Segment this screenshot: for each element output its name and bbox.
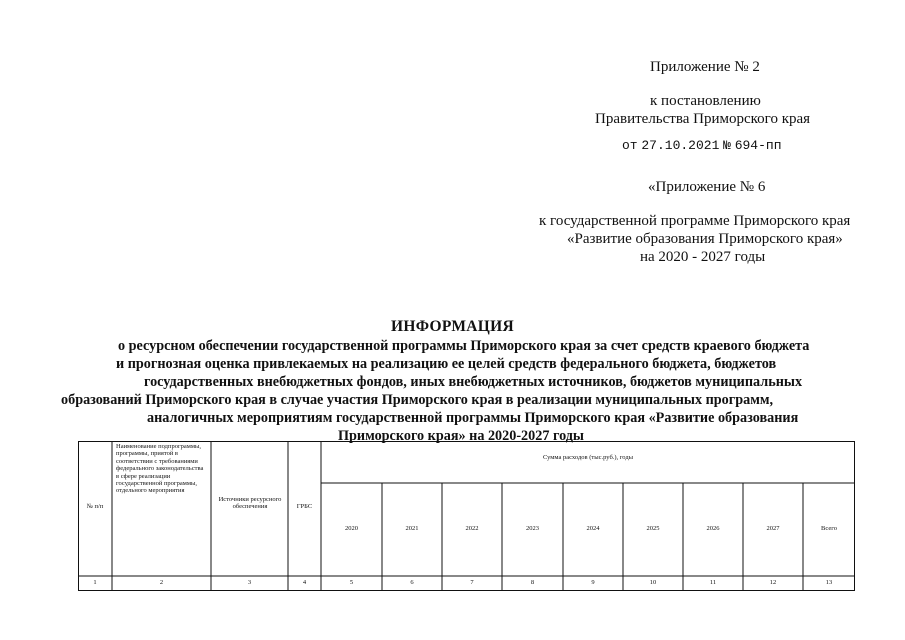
col-number-header: № п/п <box>86 503 104 510</box>
col-sources-header: Источники ресурсного обеспечения <box>218 496 282 511</box>
number-sign: № <box>723 138 731 153</box>
appendix-six: «Приложение № 6 <box>648 179 766 195</box>
index-cell: 1 <box>93 579 97 586</box>
document-heading: ИНФОРМАЦИЯ <box>391 318 514 335</box>
index-cell: 6 <box>410 579 414 586</box>
index-cell: 5 <box>349 579 354 586</box>
to-resolution: к постановлению <box>650 93 761 109</box>
year-header: 2026 <box>706 525 720 532</box>
program-name: «Развитие образования Приморского края» <box>567 231 843 247</box>
appendix-number: Приложение № 2 <box>650 59 760 75</box>
index-cell: 4 <box>302 579 307 586</box>
title-line-6: Приморского края» на 2020-2027 годы <box>338 428 585 444</box>
title-line-3: государственных внебюджетных фондов, иных внебюджетных источников, бюджетов муниципальных <box>144 374 803 390</box>
resolution-date-line <box>622 136 782 155</box>
title-line-5: аналогичных мероприятиям государственной программы Приморского края «Развитие образования <box>147 410 799 426</box>
index-cell: 12 <box>769 579 777 586</box>
index-cell: 2 <box>159 579 164 586</box>
title-line-4: образований Приморского края в случае участия Приморского края в реализации муниципальных программ, <box>61 392 774 408</box>
title-line-1: о ресурсном обеспечении государственной программы Приморского края за счет средств краевого бюджета <box>118 338 810 354</box>
title-line-2: и прогнозная оценка привлекаемых на реализацию ее целей средств федерального бюджета, бюджетов <box>116 356 777 372</box>
year-header: 2027 <box>766 525 780 532</box>
index-cell: 9 <box>591 579 595 586</box>
year-header: 2020 <box>345 525 358 532</box>
program-years: на 2020 - 2027 годы <box>640 249 766 265</box>
index-cell: 13 <box>825 579 833 586</box>
resolution-number: 694-пп <box>734 138 782 153</box>
index-cell: 7 <box>470 579 474 586</box>
expenses-header: Сумма расходов (тыс.руб.), годы <box>542 454 634 461</box>
resource-table <box>78 441 855 591</box>
year-header: 2023 <box>526 525 539 532</box>
year-header: 2021 <box>405 525 419 532</box>
to-program: к государственной программе Приморского края <box>539 213 851 229</box>
government-name: Правительства Приморского края <box>595 111 811 127</box>
year-header: 2022 <box>465 525 479 532</box>
index-cell: 10 <box>649 579 657 586</box>
resolution-date: 27.10.2021 <box>641 138 720 153</box>
date-prefix: от <box>622 138 638 153</box>
col-grbs-header: ГРБС <box>296 503 313 510</box>
year-header: 2024 <box>586 525 600 532</box>
col-name-header: Наименование подпрограммы, программы, приятой в соответствии с требованиями федерального законодательства в сфере реализации государственной программы, отдельного мероприятия <box>116 443 204 495</box>
total-header: Всего <box>821 525 837 532</box>
index-cell: 8 <box>530 579 535 586</box>
index-cell: 3 <box>247 579 252 586</box>
index-cell: 11 <box>709 579 717 586</box>
year-header: 2025 <box>646 525 660 532</box>
